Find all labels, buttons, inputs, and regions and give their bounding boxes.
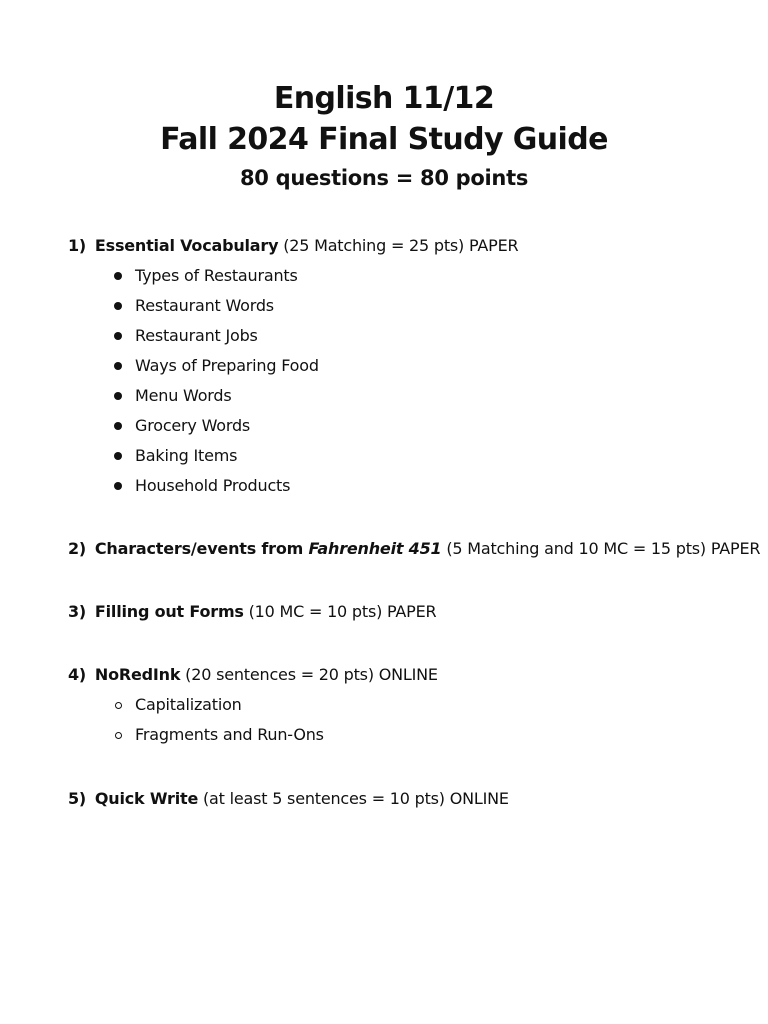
- section-detail: (20 sentences = 20 pts) ONLINE: [180, 665, 438, 684]
- list-item-text: Capitalization: [135, 695, 242, 714]
- section-essential-vocabulary: [68, 236, 758, 506]
- list-item: [68, 446, 758, 466]
- list-item-text: Fragments and Run-Ons: [135, 725, 324, 744]
- course-title: English 11/12: [273, 81, 495, 116]
- list-item-text: Grocery Words: [135, 416, 251, 435]
- vocabulary-list: [68, 266, 758, 496]
- section-detail: (10 MC = 10 pts) PAPER: [243, 602, 437, 621]
- list-item-text: Restaurant Jobs: [135, 326, 258, 345]
- noredink-topic-list: [68, 695, 758, 745]
- section-heading: [68, 236, 758, 256]
- section-noredink: [68, 665, 758, 755]
- book-title: Fahrenheit 451: [308, 539, 442, 558]
- section-detail: (at least 5 sentences = 10 pts) ONLINE: [198, 789, 509, 808]
- section-detail: (5 Matching and 10 MC = 15 pts) PAPER: [441, 539, 761, 558]
- list-item-text: Ways of Preparing Food: [135, 356, 319, 375]
- list-item: [68, 266, 758, 286]
- list-item: [68, 476, 758, 496]
- list-item: [68, 695, 758, 715]
- list-item: [68, 416, 758, 436]
- section-quick-write: [68, 789, 758, 809]
- section-fahrenheit-451: [68, 539, 761, 559]
- guide-title: Fall 2024 Final Study Guide: [160, 122, 608, 157]
- list-item-text: Household Products: [135, 476, 291, 495]
- section-number: 1): [68, 236, 87, 255]
- section-number: 5): [68, 789, 87, 808]
- section-heading: [68, 602, 758, 622]
- list-item: [68, 356, 758, 376]
- list-item-text: Menu Words: [135, 386, 232, 405]
- section-heading: [68, 665, 758, 685]
- list-item: [68, 725, 758, 745]
- section-name: Characters/events from: [94, 539, 309, 558]
- section-number: 3): [68, 602, 87, 621]
- section-name: Quick Write: [94, 789, 199, 808]
- section-name: Essential Vocabulary: [94, 236, 279, 255]
- section-filling-out-forms: [68, 602, 758, 622]
- list-item: [68, 296, 758, 316]
- section-name: Filling out Forms: [94, 602, 244, 621]
- section-heading: [68, 539, 761, 559]
- list-item-text: Types of Restaurants: [135, 266, 298, 285]
- list-item-text: Restaurant Words: [135, 296, 274, 315]
- list-item: [68, 326, 758, 346]
- section-heading: [68, 789, 758, 809]
- section-detail: (25 Matching = 25 pts) PAPER: [278, 236, 519, 255]
- document-header: [0, 78, 768, 196]
- section-number: 4): [68, 665, 87, 684]
- list-item: [68, 386, 758, 406]
- points-summary: 80 questions = 80 points: [239, 166, 529, 190]
- section-number: 2): [68, 539, 87, 558]
- section-name: NoRedInk: [94, 665, 181, 684]
- list-item-text: Baking Items: [135, 446, 238, 465]
